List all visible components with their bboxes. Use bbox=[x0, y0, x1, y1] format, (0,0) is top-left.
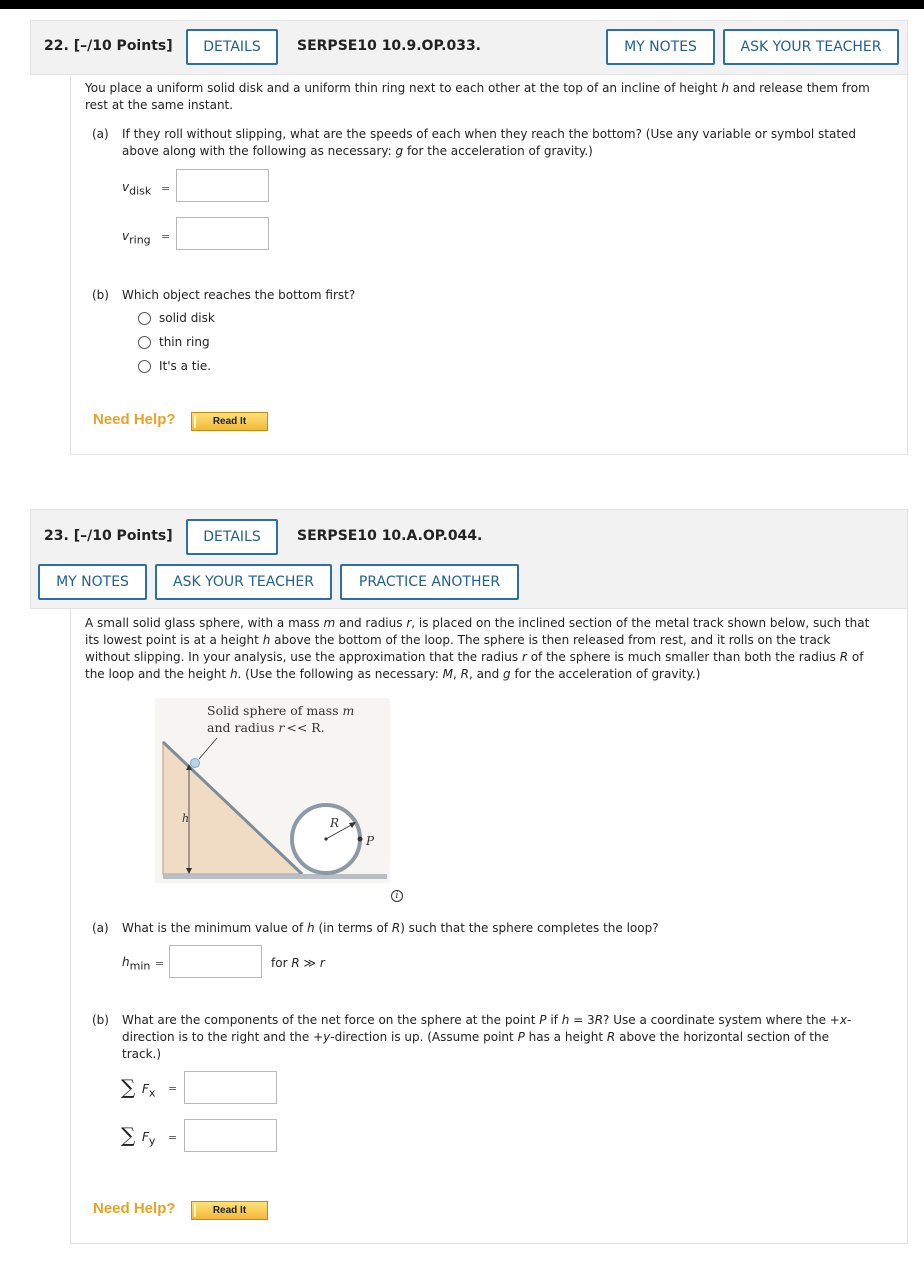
sum-fy-input[interactable] bbox=[184, 1119, 277, 1152]
q23-practice-another-button[interactable]: PRACTICE ANOTHER bbox=[340, 564, 519, 600]
q22-part-b-label: (b) bbox=[92, 288, 109, 302]
q22-my-notes-button[interactable]: MY NOTES bbox=[606, 29, 715, 65]
label-P: P bbox=[366, 834, 375, 848]
v-disk-input[interactable] bbox=[176, 169, 269, 202]
radio-tie[interactable] bbox=[138, 360, 151, 373]
figure-caption-line1: Solid sphere of mass m bbox=[207, 703, 355, 718]
q22-number-points: 22. [–/10 Points] bbox=[44, 38, 173, 54]
q22-ask-teacher-button[interactable]: ASK YOUR TEACHER bbox=[723, 29, 899, 65]
sum-fx-label: $F_x$ bbox=[142, 1082, 156, 1100]
top-black-bar bbox=[0, 0, 924, 9]
sum-fy-equals: = bbox=[168, 1131, 178, 1144]
q23-ask-teacher-button[interactable]: ASK YOUR TEACHER bbox=[155, 564, 332, 600]
radio-label-solid-disk: solid disk bbox=[159, 311, 215, 325]
q22-part-a-text: If they roll without slipping, what are the speeds of each when they reach the bottom? (Use any variable or symbol stated above along with the following as necessary: g for the acceleration of gravity.) bbox=[122, 127, 857, 158]
v-disk-equals: = bbox=[161, 182, 171, 195]
q22-details-button[interactable]: DETAILS bbox=[186, 29, 278, 65]
h-min-equals: = bbox=[155, 957, 165, 970]
v-ring-equals: = bbox=[161, 230, 171, 243]
q23-my-notes-button[interactable]: MY NOTES bbox=[38, 564, 147, 600]
q22-need-help-label: Need Help? bbox=[93, 411, 176, 428]
v-ring-input[interactable] bbox=[176, 217, 269, 250]
q23-read-it-button[interactable]: Read It bbox=[191, 1201, 268, 1220]
sum-fx-equals: = bbox=[168, 1082, 178, 1095]
q22-read-it-button[interactable]: Read It bbox=[191, 412, 268, 431]
label-h: h bbox=[182, 812, 190, 825]
radio-label-tie: It's a tie. bbox=[159, 359, 212, 373]
q23-part-b-text: What are the components of the net force on the sphere at the point P if h = 3R? Use a coordinate system where the +x- direction is to the right and the +y-direction is up. (Assume point P has a height R above the horizontal section of the track.) bbox=[122, 1013, 852, 1061]
q23-part-b-label: (b) bbox=[92, 1013, 109, 1027]
q23-question-code: SERPSE10 10.A.OP.044. bbox=[297, 528, 483, 544]
q23-part-a-text: What is the minimum value of h (in terms of R) such that the sphere completes the loop? bbox=[122, 921, 659, 935]
q23-number-points: 23. [–/10 Points] bbox=[44, 528, 173, 544]
sum-fy-sigma: ∑ bbox=[121, 1123, 136, 1147]
q23-need-help-label: Need Help? bbox=[93, 1200, 176, 1217]
q23-details-button[interactable]: DETAILS bbox=[186, 519, 278, 555]
point-p-dot bbox=[358, 837, 363, 842]
glass-sphere bbox=[191, 759, 200, 768]
q22-part-b-text: Which object reaches the bottom first? bbox=[122, 288, 356, 302]
sum-fx-input[interactable] bbox=[184, 1071, 277, 1104]
ground-track bbox=[163, 874, 387, 879]
v-ring-label: $v_{ring}$ bbox=[122, 229, 151, 247]
figure-info-icon[interactable]: i bbox=[391, 890, 403, 902]
label-R: R bbox=[330, 816, 340, 830]
loop-track-figure bbox=[155, 698, 390, 883]
loop-center bbox=[324, 837, 327, 840]
h-min-label: $h_{min}$ bbox=[122, 955, 151, 973]
sum-fx-sigma: ∑ bbox=[121, 1075, 136, 1099]
q23-intro: A small solid glass sphere, with a mass m and radius r, is placed on the inclined section of the metal track shown below, such that its lowest point is at a height h above the bottom of the loop. The sphere is then released from rest, and it rolls on the track without slipping. In your analysis, use the approximation that the radius r of the sphere is much smaller than both the radius R of the loop and the height h. (Use the following as necessary: M, R, and g for the acceleration of gravity.) bbox=[85, 616, 870, 681]
q22-intro: You place a uniform solid disk and a uniform thin ring next to each other at the top of an incline of height h and release them from rest at the same instant. bbox=[85, 81, 870, 112]
radio-label-thin-ring: thin ring bbox=[159, 335, 210, 349]
radio-solid-disk[interactable] bbox=[138, 312, 151, 325]
q22-part-a-label: (a) bbox=[92, 127, 109, 141]
h-min-condition: for R ≫ r bbox=[271, 956, 325, 970]
h-min-input[interactable] bbox=[169, 945, 262, 978]
figure-caption-line2: and radius r << R. bbox=[207, 720, 325, 735]
v-disk-label: $v_{disk}$ bbox=[122, 180, 152, 198]
q22-question-code: SERPSE10 10.9.OP.033. bbox=[297, 38, 482, 54]
radio-thin-ring[interactable] bbox=[138, 336, 151, 349]
sum-fy-label: $F_y$ bbox=[142, 1130, 156, 1148]
q23-part-a-label: (a) bbox=[92, 921, 109, 935]
